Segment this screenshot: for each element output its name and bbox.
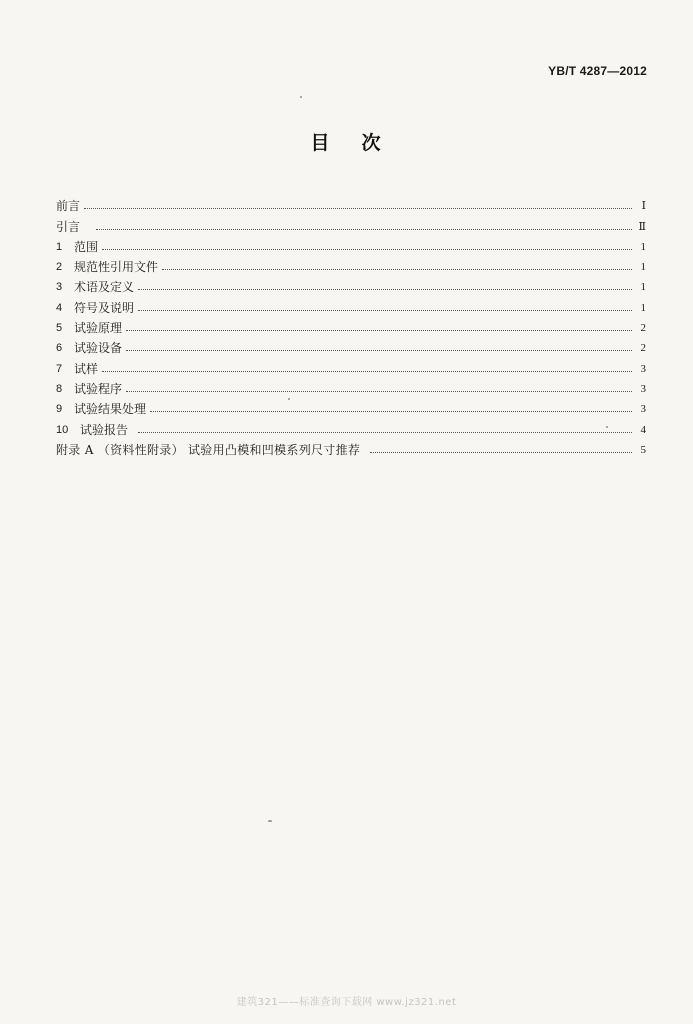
toc-entry-label: 试验原理 bbox=[74, 321, 123, 336]
toc-leader-dots bbox=[126, 350, 632, 351]
toc-leader-dots bbox=[96, 229, 632, 230]
toc-leader-dots bbox=[162, 269, 632, 270]
page-title: 目次 bbox=[310, 132, 413, 154]
toc-entry-number: 5 bbox=[56, 322, 63, 335]
table-of-contents bbox=[56, 193, 646, 457]
toc-entry-label: 前言 bbox=[56, 199, 81, 214]
toc-entry-number: 4 bbox=[56, 301, 63, 314]
toc-entry-label: 试验程序 bbox=[74, 381, 123, 396]
toc-entry-page: 3 bbox=[640, 382, 646, 395]
toc-entry-foreword[interactable] bbox=[56, 193, 646, 213]
toc-entry-principle[interactable] bbox=[56, 315, 646, 335]
toc-entry-report[interactable] bbox=[56, 416, 646, 436]
toc-entry-annex-a[interactable] bbox=[56, 437, 646, 457]
toc-entry-label: 附录 A （资料性附录） 试验用凸模和凹模系列尺寸推荐 bbox=[56, 442, 361, 457]
toc-entry-page: 4 bbox=[640, 423, 646, 436]
toc-entry-label: 术语及定义 bbox=[74, 280, 135, 295]
toc-entry-page: Ⅰ bbox=[641, 200, 646, 213]
toc-entry-label: 试样 bbox=[74, 361, 99, 376]
toc-leader-dots bbox=[138, 289, 632, 290]
toc-entry-number: 1 bbox=[56, 240, 63, 253]
toc-leader-dots bbox=[102, 249, 632, 250]
toc-entry-number: 9 bbox=[56, 403, 63, 416]
toc-entry-number: 2 bbox=[56, 261, 63, 274]
toc-entry-label: 规范性引用文件 bbox=[74, 260, 159, 275]
toc-leader-dots bbox=[150, 411, 632, 412]
toc-entry-page: 3 bbox=[640, 362, 646, 375]
toc-entry-page: Ⅱ bbox=[638, 220, 646, 233]
toc-entry-procedure[interactable] bbox=[56, 376, 646, 396]
toc-entry-equipment[interactable] bbox=[56, 335, 646, 355]
toc-entry-page: 1 bbox=[640, 301, 646, 314]
toc-leader-dots bbox=[102, 371, 632, 372]
toc-entry-page: 1 bbox=[640, 261, 646, 274]
toc-entry-normative-references[interactable] bbox=[56, 254, 646, 274]
toc-entry-page: 3 bbox=[640, 403, 646, 416]
toc-entry-number: 7 bbox=[56, 362, 63, 375]
toc-entry-label: 范围 bbox=[74, 239, 99, 254]
toc-entry-label: 引言 bbox=[56, 219, 81, 234]
toc-entry-symbols[interactable] bbox=[56, 294, 646, 314]
toc-leader-dots bbox=[126, 330, 632, 331]
toc-leader-dots bbox=[138, 310, 632, 311]
scan-speck bbox=[606, 426, 608, 428]
toc-entry-number: 8 bbox=[56, 382, 63, 395]
scan-speck bbox=[268, 820, 272, 822]
toc-entry-number: 6 bbox=[56, 342, 63, 355]
toc-leader-dots bbox=[126, 391, 632, 392]
scan-speck bbox=[288, 398, 290, 400]
toc-entry-results[interactable] bbox=[56, 396, 646, 416]
toc-entry-specimen[interactable] bbox=[56, 355, 646, 375]
toc-leader-dots bbox=[370, 452, 632, 453]
toc-entry-page: 2 bbox=[640, 342, 646, 355]
toc-entry-page: 2 bbox=[640, 322, 646, 335]
toc-leader-dots bbox=[84, 208, 632, 209]
toc-entry-introduction[interactable] bbox=[56, 213, 646, 233]
scan-speck bbox=[300, 96, 302, 98]
footer-watermark: 建筑321——标准查询下载网 www.jz321.net bbox=[236, 997, 457, 1008]
toc-entry-page: 1 bbox=[640, 240, 646, 253]
toc-entry-label: 试验报告 bbox=[80, 422, 129, 437]
toc-entry-number: 3 bbox=[56, 281, 63, 294]
toc-entry-label: 试验设备 bbox=[74, 341, 123, 356]
toc-leader-dots bbox=[138, 432, 632, 433]
toc-entry-number: 10 bbox=[56, 423, 69, 436]
toc-entry-label: 符号及说明 bbox=[74, 300, 135, 315]
standard-code: YB/T 4287—2012 bbox=[548, 64, 647, 78]
toc-entry-page: 1 bbox=[640, 281, 646, 294]
toc-entry-scope[interactable] bbox=[56, 234, 646, 254]
toc-entry-page: 5 bbox=[640, 443, 646, 456]
toc-entry-label: 试验结果处理 bbox=[74, 402, 147, 417]
toc-entry-terms[interactable] bbox=[56, 274, 646, 294]
